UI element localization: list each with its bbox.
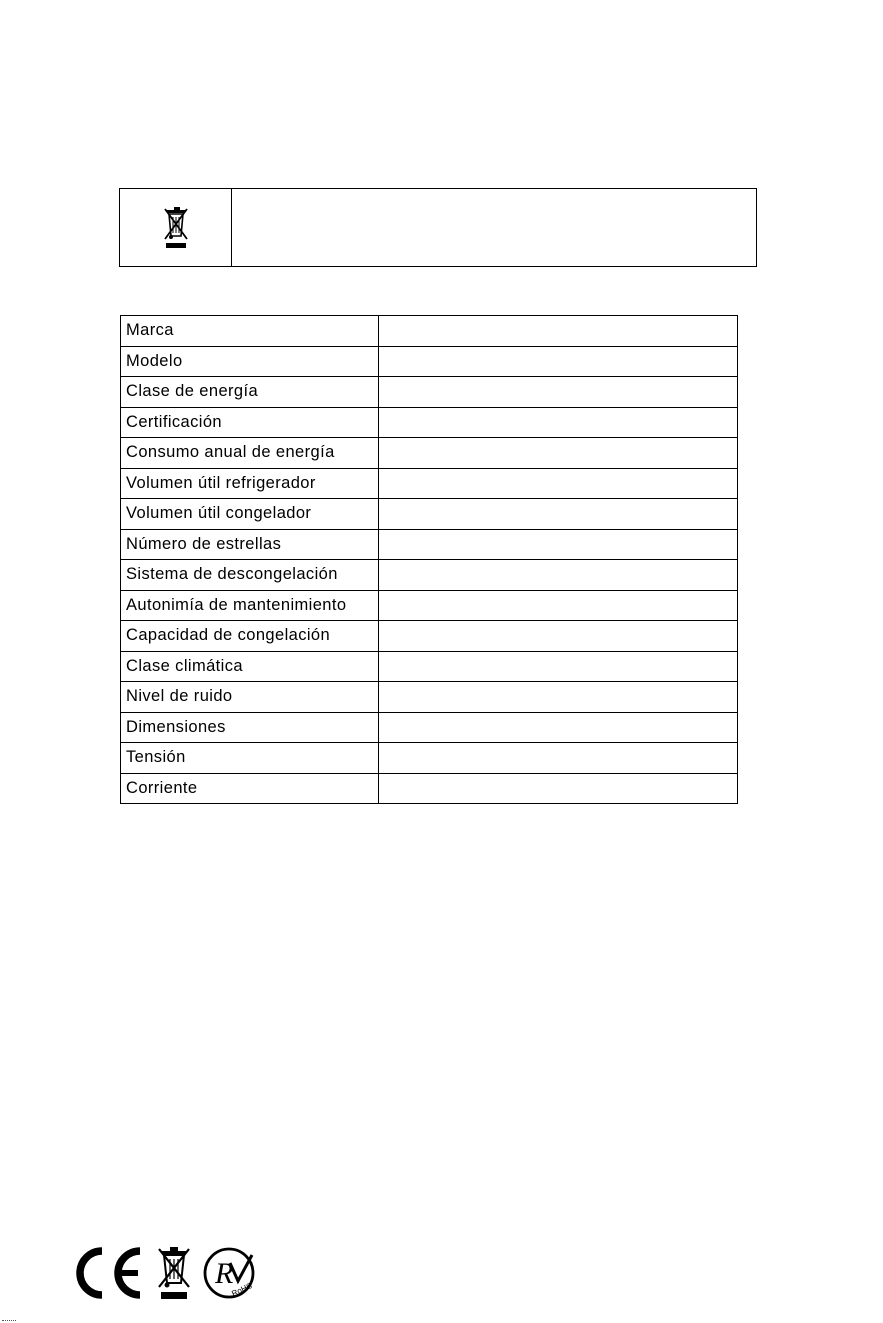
spec-label: Sistema de descongelación bbox=[121, 560, 379, 591]
spec-value bbox=[379, 438, 738, 469]
spec-value bbox=[379, 682, 738, 713]
spec-label: Volumen útil congelador bbox=[121, 499, 379, 530]
spec-value bbox=[379, 377, 738, 408]
spec-value bbox=[379, 499, 738, 530]
spec-row bbox=[121, 590, 738, 621]
spec-label: Certificación bbox=[121, 407, 379, 438]
ce-mark-icon bbox=[70, 1247, 144, 1299]
spec-row bbox=[121, 346, 738, 377]
spec-row bbox=[121, 621, 738, 652]
spec-value bbox=[379, 468, 738, 499]
spec-label: Capacidad de congelación bbox=[121, 621, 379, 652]
spec-row bbox=[121, 773, 738, 804]
spec-row bbox=[121, 560, 738, 591]
spec-label: Nivel de ruido bbox=[121, 682, 379, 713]
spec-value bbox=[379, 590, 738, 621]
spec-label: Dimensiones bbox=[121, 712, 379, 743]
spec-row bbox=[121, 529, 738, 560]
compliance-marks bbox=[70, 1245, 258, 1301]
spec-value bbox=[379, 316, 738, 347]
spec-label: Modelo bbox=[121, 346, 379, 377]
spec-value bbox=[379, 407, 738, 438]
spec-value bbox=[379, 560, 738, 591]
spec-row bbox=[121, 468, 738, 499]
spec-row bbox=[121, 377, 738, 408]
spec-row bbox=[121, 682, 738, 713]
spec-label: Clase climática bbox=[121, 651, 379, 682]
spec-row bbox=[121, 743, 738, 774]
spec-row bbox=[121, 499, 738, 530]
spec-value bbox=[379, 621, 738, 652]
spec-row bbox=[121, 712, 738, 743]
spec-value bbox=[379, 346, 738, 377]
spec-value bbox=[379, 529, 738, 560]
spec-label: Autonimía de mantenimiento bbox=[121, 590, 379, 621]
page-corner-mark bbox=[2, 1320, 16, 1322]
crossed-wheelie-bin-icon bbox=[156, 1245, 192, 1301]
weee-icon-cell bbox=[120, 189, 232, 266]
spec-value bbox=[379, 651, 738, 682]
spec-row bbox=[121, 438, 738, 469]
spec-value bbox=[379, 773, 738, 804]
spec-row bbox=[121, 407, 738, 438]
crossed-wheelie-bin-icon bbox=[163, 206, 189, 250]
spec-row bbox=[121, 651, 738, 682]
spec-value bbox=[379, 743, 738, 774]
spec-table bbox=[120, 315, 738, 804]
spec-label: Corriente bbox=[121, 773, 379, 804]
spec-value bbox=[379, 712, 738, 743]
rohs-icon bbox=[202, 1245, 258, 1301]
spec-row bbox=[121, 316, 738, 347]
rohs-label: RoHS bbox=[230, 1281, 254, 1299]
weee-notice-box bbox=[119, 188, 757, 267]
spec-label: Número de estrellas bbox=[121, 529, 379, 560]
spec-label: Consumo anual de energía bbox=[121, 438, 379, 469]
spec-label: Clase de energía bbox=[121, 377, 379, 408]
spec-label: Tensión bbox=[121, 743, 379, 774]
weee-notice-text bbox=[232, 189, 756, 266]
spec-label: Volumen útil refrigerador bbox=[121, 468, 379, 499]
svg-text:R: R bbox=[215, 1257, 234, 1290]
spec-label: Marca bbox=[121, 316, 379, 347]
